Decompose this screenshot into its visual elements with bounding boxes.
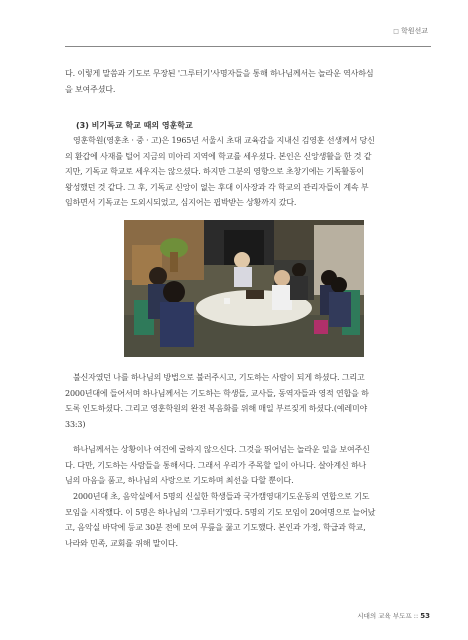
paragraph-line: 불신자였던 나를 하나님의 방법으로 불러주시고, 기도하는 사람이 되게 하셨다. 그리고 (73, 373, 365, 382)
paragraph-line: 2000년대 초, 음악실에서 5명의 신실한 학생들과 국가캠영대기도운동의 연합으로 기도 (73, 492, 370, 501)
paragraph-line: 모임을 시작했다. 이 5명은 하나님의 '그루터기'였다. 5명의 기도 모임이 20여명으로 늘어났 (65, 507, 376, 517)
page-number: 53 (420, 612, 430, 620)
paragraph-line: 하나님께서는 상황이나 여건에 굴하지 않으신다. 그것을 뛰어넘는 놀라운 일을 보여주신 (73, 445, 370, 454)
paragraph-line: 2000년대에 들어서며 하나님께서는 기도하는 학생들, 교사들, 동역자들과 영적 연합을 하 (65, 388, 369, 398)
paragraph-line: 의 환갑에 사재를 털어 지금의 미아리 지역에 학교를 세우셨다. 본인은 신앙생활을 한 것 같 (65, 151, 372, 161)
paragraph-5 (65, 489, 431, 551)
paragraph-line: 다. 이렇게 말씀과 기도로 무장된 '그루터기'사명자들을 통해 하나님께서는 놀라운 역사하심 (65, 69, 374, 78)
paragraph-line: 왕성했던 것 같다. 그 후, 기독교 신앙이 없는 후대 이사장과 각 학교의 관리자들이 계속 부 (65, 182, 369, 192)
paragraph-line: 나라와 민족, 교회를 위해 말이다. (65, 538, 178, 548)
paragraph-1 (65, 66, 431, 97)
paragraph-line: 임하면서 기독교는 도외시되었고, 심지어는 핍박받는 상황까지 갔다. (65, 198, 297, 207)
paragraph-line: 33:3) (65, 419, 86, 429)
paragraph-line: 도록 인도하셨다. 그리고 영훈학원의 완전 복음화를 위해 매일 부르짖게 하셨다.(예레미야 (65, 404, 368, 413)
paragraph-line: 영훈학원(영훈초 · 중 · 고)은 1965년 서울시 초대 교육감을 지내신 김영훈 선생께서 당신 (73, 136, 375, 145)
paragraph-line: 님의 마음을 품고, 하나님의 사랑으로 기도하며 최선을 다할 뿐이다. (65, 476, 294, 485)
classroom-photo (124, 220, 364, 357)
paragraph-line: 을 보여주셨다. (65, 84, 116, 94)
paragraph-3 (65, 370, 431, 432)
header-rule (65, 46, 431, 47)
photo-illustration (124, 220, 364, 357)
paragraph-line: 다. 다만, 기도하는 사람들을 통해서다. 그래서 우리가 주목할 일이 아니다. 살아계신 하나 (65, 460, 367, 470)
paragraph-line: 고, 음악실 바닥에 등교 30분 전에 모여 무릎을 꿇고 기도했다. 본인과 가정, 학급과 학교, (65, 523, 366, 532)
page-footer (357, 611, 430, 620)
running-header (393, 26, 428, 36)
journal-name: 시대의 교육 부도프 :: (357, 612, 419, 620)
section-heading: (3) 비기독교 학교 때의 영훈학교 (76, 121, 193, 130)
section-title: 학원선교 (400, 27, 428, 35)
paragraph-2 (65, 133, 431, 211)
paragraph-4 (65, 442, 431, 489)
square-marker-icon: □ (393, 27, 399, 35)
paragraph-line: 지만, 기독교 학교로 세우지는 않으셨다. 하지만 그분의 영향으로 초창기에는 기독활동이 (65, 167, 365, 176)
